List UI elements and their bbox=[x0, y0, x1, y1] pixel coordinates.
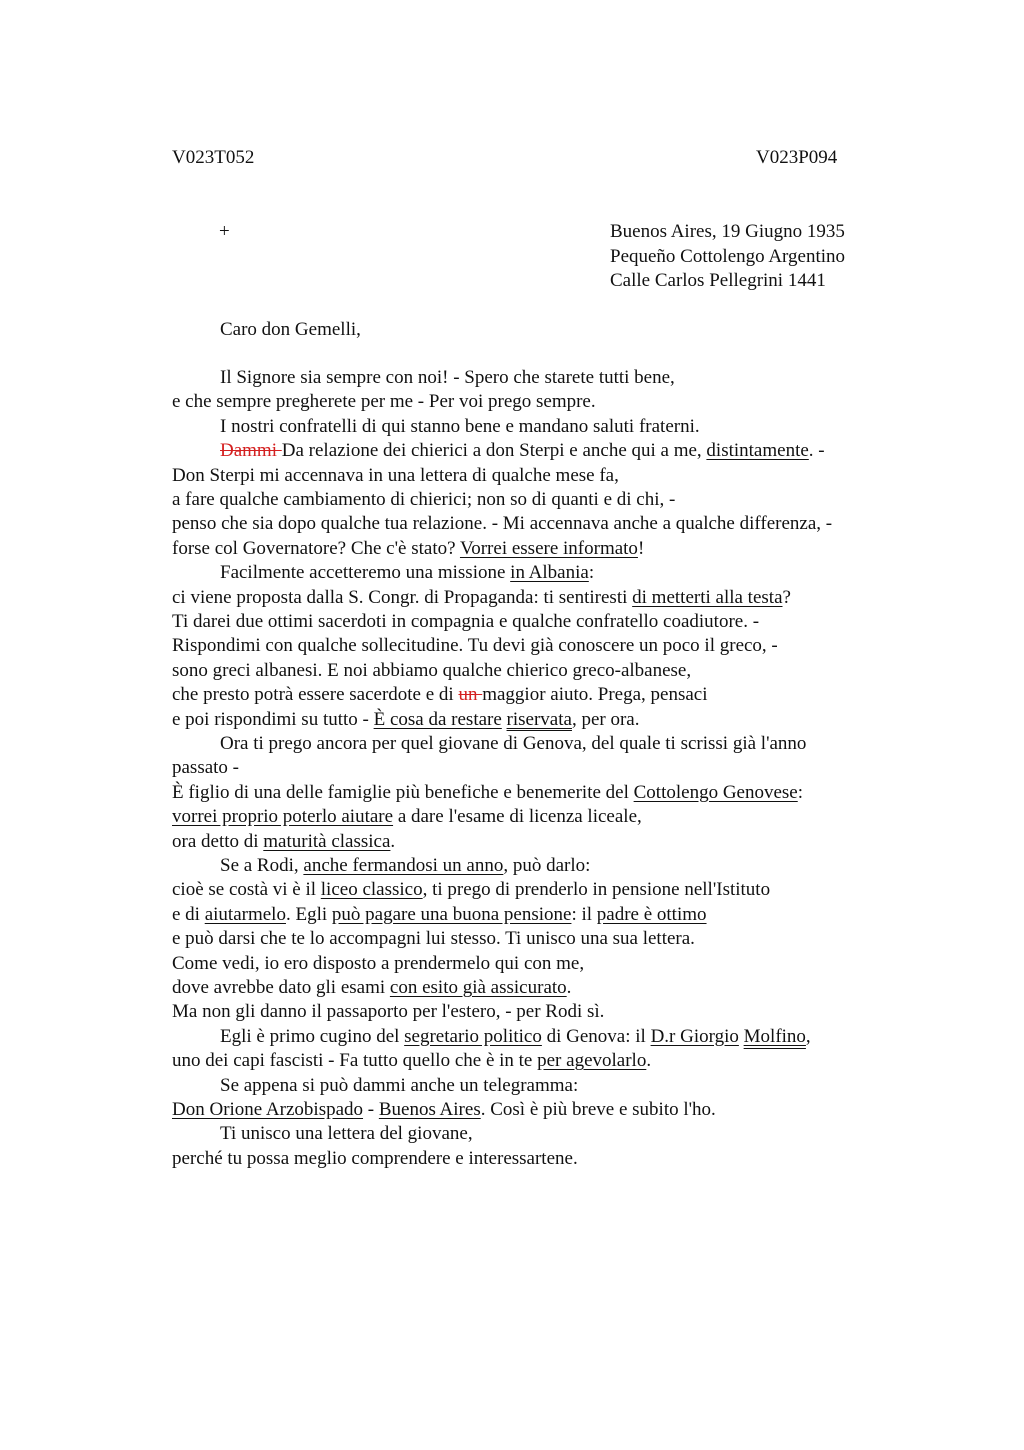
letter-line bbox=[172, 708, 639, 732]
text-segment: , può darlo: bbox=[503, 855, 591, 876]
text-segment: dove avrebbe dato gli esami bbox=[172, 977, 390, 998]
text-segment: Facilmente accetteremo una missione bbox=[220, 562, 511, 584]
text-segment: sono greci albanesi. E noi abbiamo qualche chierico greco-albanese, bbox=[172, 659, 692, 681]
text-segment: e che sempre pregherete per me - Per voi prego sempre. bbox=[172, 391, 596, 413]
letter-line bbox=[172, 537, 644, 561]
text-segment: : bbox=[797, 781, 804, 803]
text-segment: . Egli bbox=[285, 903, 332, 925]
text-segment: Don Sterpi mi accennava in una lettera di qualche mese fa, bbox=[172, 464, 619, 486]
double-underlined-text: riservata bbox=[506, 708, 572, 730]
letter-line bbox=[172, 830, 395, 854]
text-segment: , ti prego di prenderlo in pensione nell'Istituto bbox=[422, 879, 771, 901]
underlined-text: D.r Giorgio bbox=[650, 1025, 739, 1047]
underlined-text: anche fermandosi un anno bbox=[303, 855, 504, 876]
text-segment: forse col Governatore? Che c'è stato? bbox=[172, 537, 460, 559]
letter-line bbox=[172, 1147, 578, 1171]
text-segment: che presto potrà essere sacerdote e di bbox=[172, 684, 459, 706]
letter-line bbox=[172, 1000, 604, 1024]
underlined-text: padre è ottimo bbox=[596, 903, 707, 925]
underlined-text: È cosa da restare bbox=[373, 708, 502, 730]
address-street: Calle Carlos Pellegrini 1441 bbox=[610, 270, 826, 291]
text-segment: uno dei capi fascisti - Fa tutto quello che è in te bbox=[172, 1050, 538, 1072]
text-segment: e di bbox=[172, 903, 205, 925]
underlined-text: Cottolengo Genovese bbox=[633, 781, 798, 803]
text-segment: ? bbox=[782, 586, 791, 608]
letter-line bbox=[172, 1098, 716, 1122]
text-segment: : il bbox=[571, 903, 597, 925]
underlined-text: maturità classica bbox=[263, 830, 391, 852]
letter-line bbox=[220, 854, 590, 878]
underlined-text: in Albania bbox=[510, 562, 589, 584]
letter-line bbox=[220, 415, 700, 439]
letter-line bbox=[172, 781, 803, 805]
letter-line bbox=[172, 878, 770, 902]
struck-through-text: un bbox=[458, 684, 483, 706]
letter-line bbox=[220, 1122, 473, 1146]
underlined-text: Vorrei essere informato bbox=[459, 537, 638, 559]
underlined-text: aiutarmelo bbox=[204, 903, 286, 925]
text-segment: . - bbox=[808, 440, 825, 462]
text-segment: ! bbox=[637, 537, 645, 559]
text-segment: Se appena si può dammi anche un telegramma: bbox=[220, 1074, 579, 1096]
letter-line bbox=[172, 586, 791, 610]
letter-line bbox=[172, 976, 571, 1000]
document-code-left: V023T052 bbox=[172, 147, 255, 168]
text-segment: , per ora. bbox=[571, 708, 640, 730]
letter-line bbox=[172, 390, 596, 414]
underlined-text: segretario politico bbox=[404, 1025, 542, 1047]
underlined-text: liceo classico bbox=[320, 879, 423, 901]
letter-line bbox=[172, 927, 695, 951]
letter-line bbox=[172, 683, 708, 707]
cross-mark: + bbox=[219, 221, 230, 242]
underlined-text: vorrei proprio poterlo aiutare bbox=[172, 806, 394, 828]
letter-line bbox=[172, 756, 239, 780]
text-segment: Se a Rodi, bbox=[220, 855, 304, 876]
document-code-right: V023P094 bbox=[756, 147, 838, 168]
letter-line bbox=[220, 439, 825, 463]
text-segment: È figlio di una delle famiglie più benefiche e benemerite del bbox=[172, 781, 634, 803]
text-segment: Ma non gli danno il passaporto per l'estero, - per Rodi sì. bbox=[172, 1001, 605, 1023]
text-segment: . bbox=[566, 977, 572, 998]
text-segment: passato - bbox=[172, 757, 240, 779]
underlined-text: Buenos Aires bbox=[378, 1099, 481, 1120]
letter-line bbox=[172, 464, 619, 488]
text-segment: Egli è primo cugino del bbox=[220, 1025, 405, 1047]
text-segment: . bbox=[390, 830, 396, 852]
letter-line bbox=[220, 366, 675, 390]
letter-line bbox=[220, 561, 594, 585]
letter-line bbox=[172, 488, 675, 512]
underlined-text: con esito già assicurato bbox=[389, 977, 567, 998]
double-underlined-text: Molfino bbox=[743, 1025, 806, 1047]
letter-line bbox=[220, 732, 806, 756]
text-segment: a dare l'esame di licenza liceale, bbox=[393, 806, 642, 828]
address-institution: Pequeño Cottolengo Argentino bbox=[610, 246, 846, 267]
underlined-text: per agevolarlo bbox=[537, 1050, 647, 1072]
letter-line bbox=[220, 1025, 811, 1049]
text-segment: : bbox=[588, 562, 595, 584]
letter-line bbox=[172, 659, 691, 683]
text-segment: cioè se costà vi è il bbox=[172, 879, 321, 901]
text-segment: a fare qualche cambiamento di chierici; non so di quanti e di chi, - bbox=[172, 489, 676, 510]
text-segment: Ti darei due ottimi sacerdoti in compagnia e qualche confratello coadiutore. - bbox=[172, 611, 760, 632]
text-segment: , bbox=[805, 1025, 811, 1047]
text-segment: di Genova: il bbox=[541, 1025, 651, 1047]
salutation: Caro don Gemelli, bbox=[220, 319, 361, 340]
letter-line bbox=[220, 1074, 578, 1098]
text-segment: Da relazione dei chierici a don Sterpi e anche qui a me, bbox=[281, 440, 707, 462]
letter-line bbox=[172, 805, 642, 829]
letter-line bbox=[172, 610, 759, 634]
underlined-text: può pagare una buona pensione bbox=[331, 903, 572, 925]
text-segment: . Così è più breve e subito l'ho. bbox=[480, 1099, 716, 1120]
struck-through-text: Dammi bbox=[220, 440, 282, 462]
letter-line bbox=[172, 634, 778, 658]
letter-line bbox=[172, 512, 832, 536]
text-segment: penso che sia dopo qualche tua relazione. - Mi accennava anche a qualche differenza, - bbox=[172, 513, 833, 535]
text-segment: maggior aiuto. Prega, pensaci bbox=[482, 684, 708, 706]
underlined-text: distintamente bbox=[706, 440, 809, 462]
text-segment: e poi rispondimi su tutto - bbox=[172, 708, 374, 730]
text-segment: Rispondimi con qualche sollecitudine. Tu devi già conoscere un poco il greco, - bbox=[172, 635, 778, 657]
address-place-date: Buenos Aires, 19 Giugno 1935 bbox=[610, 221, 845, 242]
text-segment: Il Signore sia sempre con noi! - Spero che starete tutti bene, bbox=[220, 367, 675, 388]
text-segment: Come vedi, io ero disposto a prendermelo qui con me, bbox=[172, 952, 585, 974]
text-segment: I nostri confratelli di qui stanno bene e mandano saluti fraterni. bbox=[220, 415, 700, 437]
text-segment: ci viene proposta dalla S. Congr. di Propaganda: ti sentiresti bbox=[172, 586, 633, 608]
letter-line bbox=[172, 903, 707, 927]
text-segment: Ti unisco una lettera del giovane, bbox=[220, 1123, 473, 1145]
text-segment: ora detto di bbox=[172, 830, 264, 852]
text-segment: Ora ti prego ancora per quel giovane di Genova, del quale ti scrissi già l'anno bbox=[220, 733, 807, 754]
text-segment: . bbox=[646, 1050, 652, 1072]
text-segment: perché tu possa meglio comprendere e interessartene. bbox=[172, 1147, 578, 1169]
underlined-text: Don Orione Arzobispado bbox=[172, 1099, 364, 1120]
underlined-text: di metterti alla testa bbox=[632, 586, 783, 608]
letter-line bbox=[172, 1049, 651, 1073]
letter-line bbox=[172, 952, 584, 976]
text-segment: - bbox=[363, 1099, 379, 1120]
text-segment: e può darsi che te lo accompagni lui stesso. Ti unisco una sua lettera. bbox=[172, 928, 695, 950]
